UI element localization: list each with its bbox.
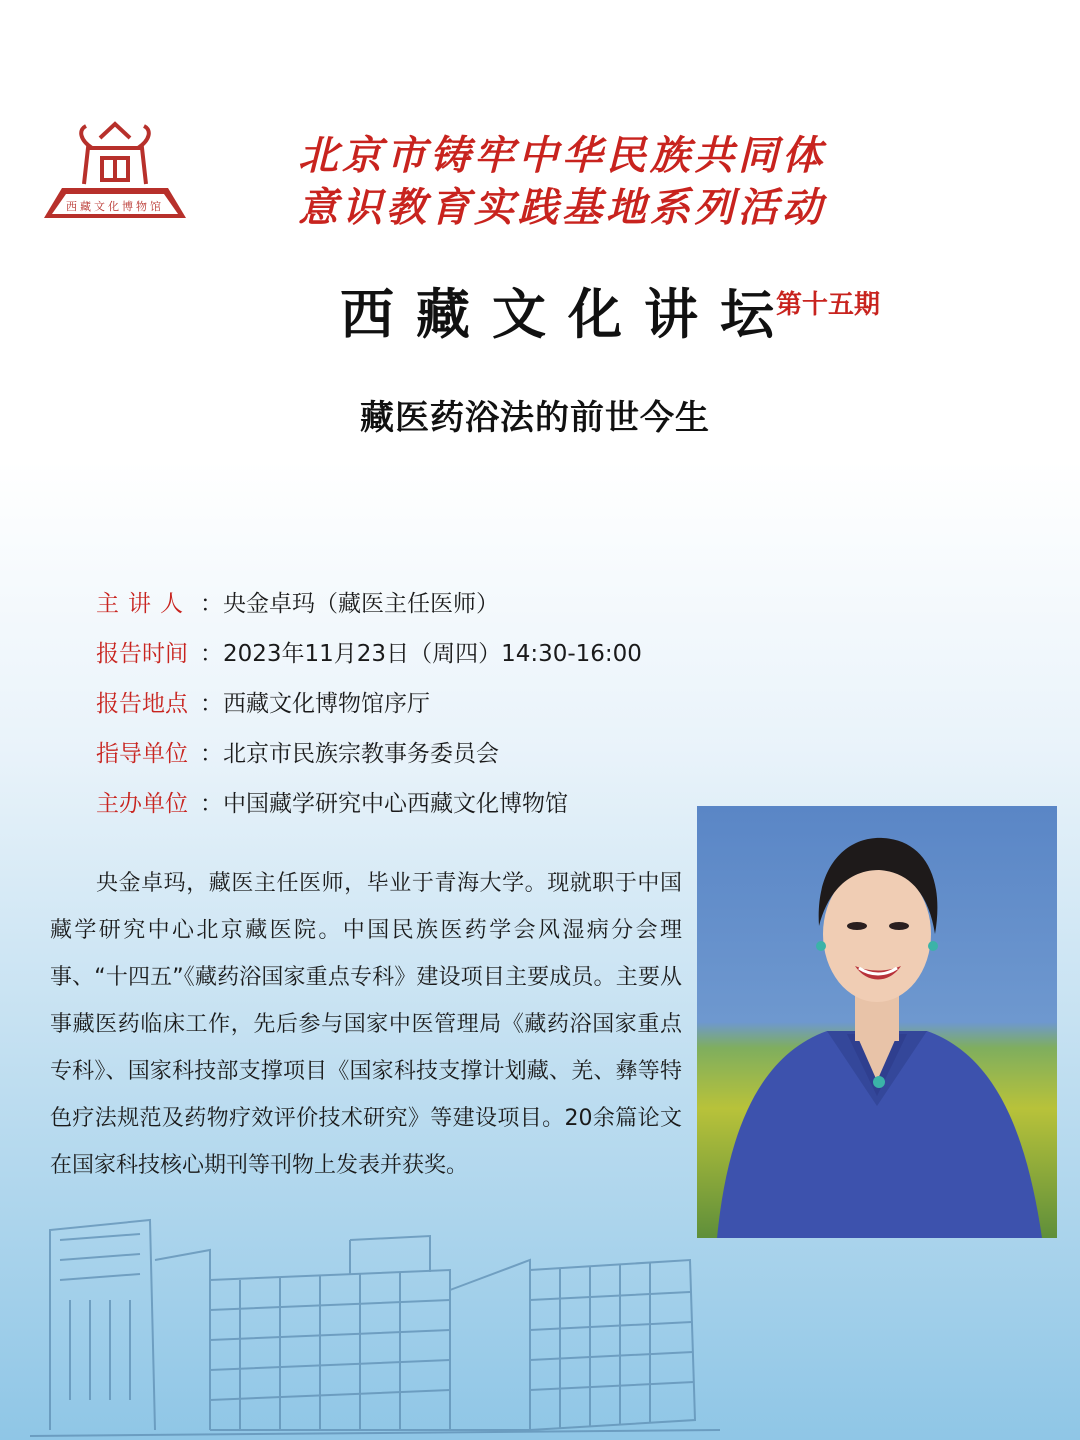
info-colon: ：	[200, 591, 223, 617]
museum-building-illustration	[30, 1200, 720, 1440]
info-colon: ：	[200, 641, 223, 667]
lecture-topic: 藏医药浴法的前世今生	[360, 398, 710, 438]
info-label: 报告时间	[96, 641, 188, 667]
info-label: 主讲人	[96, 591, 192, 617]
info-value: 北京市民族宗教事务委员会	[223, 741, 499, 767]
speaker-photo	[697, 806, 1057, 1238]
info-label: 指导单位	[96, 741, 188, 767]
museum-logo	[40, 118, 190, 222]
info-row-guidance	[96, 736, 642, 786]
info-value: 2023年11月23日（周四）14:30-16:00	[223, 641, 642, 667]
event-info	[96, 586, 642, 836]
info-row-organizer	[96, 786, 642, 836]
info-colon: ：	[200, 691, 223, 717]
info-row-time	[96, 636, 642, 686]
info-label: 主办单位	[96, 791, 188, 817]
forum-issue: 第十五期	[776, 290, 881, 320]
info-value: 央金卓玛（藏医主任医师）	[223, 591, 499, 617]
forum-name: 西藏文化讲坛	[340, 282, 796, 346]
header-title-line1: 北京市铸牢中华民族共同体	[298, 132, 826, 179]
info-colon: ：	[200, 741, 223, 767]
info-row-venue	[96, 686, 642, 736]
info-value: 西藏文化博物馆序厅	[223, 691, 430, 717]
info-label: 报告地点	[96, 691, 188, 717]
speaker-bio-text: 央金卓玛，藏医主任医师，毕业于青海大学。现就职于中国藏学研究中心北京藏医院。中国民族医药学会风湿病分会理事、“十四五”《藏药浴国家重点专科》建设项目主要成员。主要从事藏医药临床工作，先后参与国家中医管理局《藏药浴国家重点专科》、国家科技部支撑项目《国家科技支撑计划藏、羌、彝等特色疗法规范及药物疗效评价技术研究》等建设项目。20余篇论文在国家科技核心期刊等刊物上发表并获奖。	[50, 871, 682, 1178]
info-row-speaker	[96, 586, 642, 636]
logo-seal-text: 西藏文化博物馆	[66, 200, 164, 213]
info-colon: ：	[200, 791, 223, 817]
speaker-bio	[50, 860, 682, 1189]
header-title-line2: 意识教育实践基地系列活动	[298, 184, 826, 231]
info-value: 中国藏学研究中心西藏文化博物馆	[223, 791, 568, 817]
